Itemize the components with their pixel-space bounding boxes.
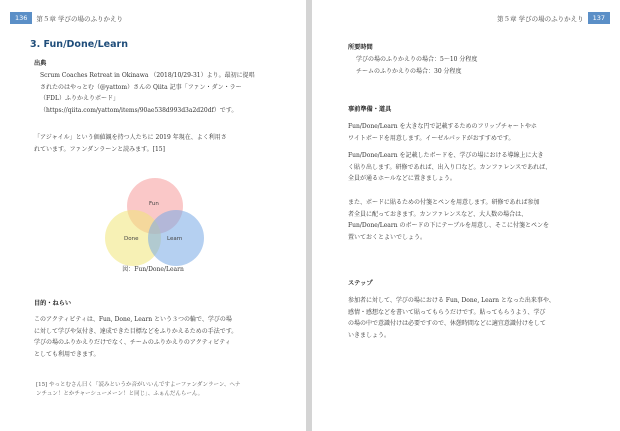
footnote-line: [15] やっとむさん曰く「読みというか音がいいんですよーファンダンラーン、ヘナ — [36, 382, 241, 388]
right-page — [312, 0, 620, 431]
prep-line: Fun/Done/Learn のボードの下にテーブルを用意し、そこに付箋とペンを — [348, 222, 549, 229]
prep-line: く貼り出します。研修であれば、出入り口など。カンファレンスであれば、 — [348, 163, 552, 171]
prep-line: Fun/Done/Learn を記載したボードを、学びの場における導線上に大き — [348, 152, 544, 159]
prep-paragraph-1 — [348, 121, 608, 144]
prep-heading: 事前準備・道具 — [348, 106, 392, 113]
left-running-header — [10, 10, 123, 26]
fun-done-learn-diagram — [100, 178, 210, 273]
time-heading: 所要時間 — [348, 44, 373, 51]
done-label: Done — [124, 236, 139, 242]
right-running-header — [497, 10, 610, 26]
footnote-line: ンチュン！とかチャーシューメーン！と同じ」、ふぁんだんらーん。 — [36, 391, 204, 397]
source-heading: 出典 — [34, 60, 47, 67]
purpose-paragraph — [34, 314, 296, 360]
section-title: 3. Fun/Done/Learn — [30, 39, 128, 50]
purpose-line: としても利用できます。 — [34, 350, 100, 358]
left-header-title: 第５章 学びの場のふりかえり — [36, 14, 123, 23]
prep-line: また、ボードに貼るための付箋とペンを用意します。研修であれば参加 — [348, 199, 540, 206]
prep-line: Fun/Done/Learn を大きな円で記載するためのフリップチャートやホ — [348, 123, 537, 130]
prep-line: 置いておくとよいでしょう。 — [348, 233, 427, 241]
left-page-number: 136 — [10, 12, 32, 24]
right-header-title: 第５章 学びの場のふりかえり — [497, 14, 584, 23]
time-paragraph — [356, 54, 596, 77]
prep-line: 全員が通るホールなどに置きましょう。 — [348, 175, 456, 182]
learn-label: Learn — [167, 236, 183, 242]
footnote — [36, 381, 276, 399]
right-page-number: 137 — [588, 12, 610, 24]
source-line: （https://qiita.com/yattom/items/90ae538d993d3a2d20df）です。 — [40, 106, 238, 114]
usage-paragraph — [34, 132, 294, 155]
usage-line: れています。ファンダンラーンと読みます。[15] — [34, 145, 165, 153]
purpose-line: 学びの場のふりかえりだけでなく、チームのふりかえりのアクティビティ — [34, 339, 231, 346]
purpose-heading: 目的・ねらい — [34, 300, 72, 307]
source-paragraph — [40, 70, 290, 116]
steps-heading: ステップ — [348, 280, 373, 287]
prep-line: ワイトボードを用意します。イーゼルパッドがおすすめです。 — [348, 134, 515, 142]
diagram-caption: 図：Fun/Done/Learn — [122, 266, 184, 273]
fun-label: Fun — [149, 201, 159, 207]
steps-paragraph — [348, 295, 610, 341]
prep-line: 者全員に配っておきます。カンファレンスなど、大人数の場合は、 — [348, 210, 528, 218]
purpose-line: に対して学びや気付き、達成できた目標などをふりかえるための手法です。 — [34, 327, 238, 335]
source-line: Scrum Coaches Retreat in Okinawa （2018/10/29-31）より。最初に提唱 — [40, 72, 255, 79]
steps-line: いきましょう。 — [348, 331, 391, 339]
source-line: （FDL）ふりかえりボード」 — [40, 95, 119, 102]
steps-line: 参加者に対して、学びの場における Fun, Done, Learn となった出来事や、 — [348, 297, 555, 304]
left-page — [0, 0, 306, 431]
steps-line: の場の中で意識付けは必要ですので、休憩時間などに適宜意識付けをして — [348, 320, 546, 327]
prep-paragraph-3 — [348, 197, 608, 243]
time-line: 学びの場のふりかえりの場合：5〜10 分程度 — [356, 56, 478, 63]
steps-line: 感情・感想などを書いて貼ってもらうだけです。貼ってもらうよう、学び — [348, 308, 546, 316]
source-line: されたのはやっとむ（@yattom）さんの Qiita 記事「ファン・ダン・ラー — [40, 83, 242, 91]
prep-paragraph-2 — [348, 150, 608, 185]
usage-line: 「アジャイル」という価値観を持つ人たちに 2019 年現在、よく利用さ — [34, 134, 227, 141]
time-line: チームのふりかえりの場合：30 分程度 — [356, 67, 462, 75]
purpose-line: このアクティビティは、Fun, Done, Learn という３つの輪で、学びの場 — [34, 316, 232, 323]
